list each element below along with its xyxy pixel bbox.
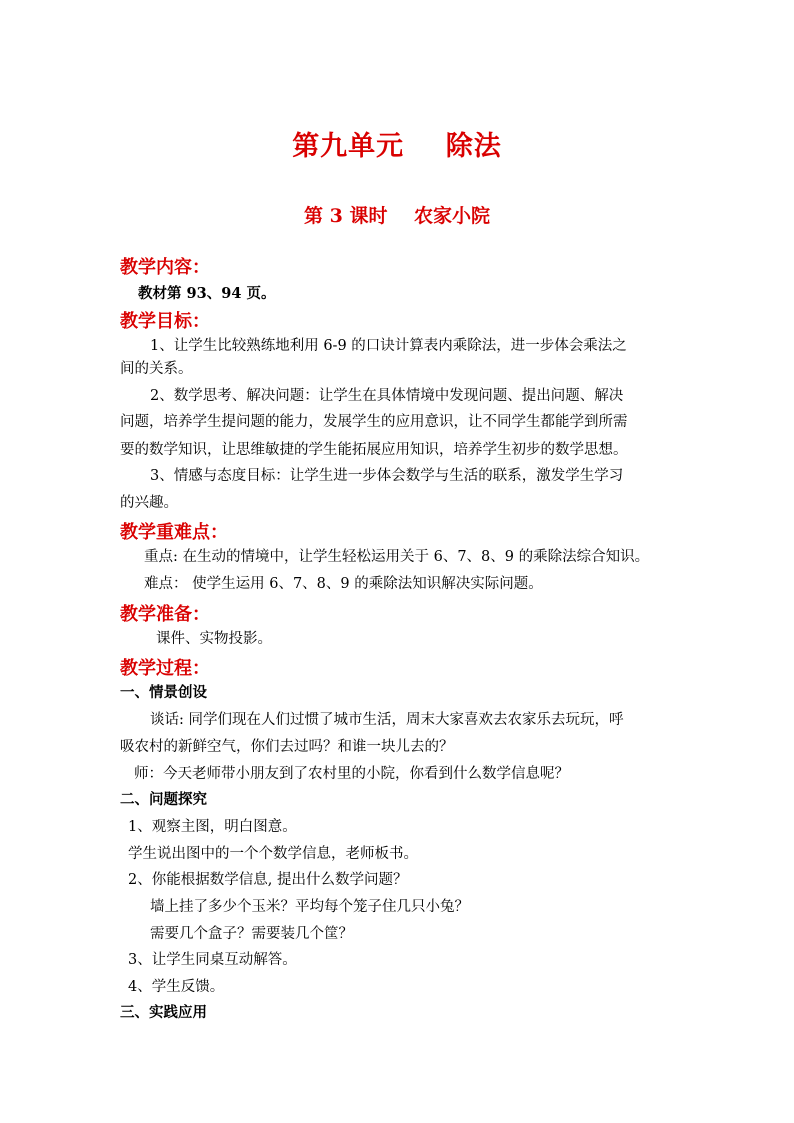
heading-teaching-process: 教学过程：	[120, 658, 210, 679]
heading-preparation: 教学准备：	[120, 604, 210, 625]
goal-line: 3、情感与态度目标：让学生进一步体会数学与生活的联系，激发学生学习	[150, 468, 624, 484]
heading-key-points: 教学重难点：	[120, 522, 228, 543]
lesson-title: 第 3 课时 农家小院	[304, 205, 490, 227]
heading-teaching-goals: 教学目标：	[120, 311, 210, 332]
goal-line: 间的关系。	[120, 361, 193, 377]
process-line: 吸农村的新鲜空气，你们去过吗？和谁一块儿去的？	[120, 739, 454, 755]
key-point-line: 难点： 使学生运用 6、7、8、9 的乘除法知识解决实际问题。	[144, 576, 543, 592]
process-line: 墙上挂了多少个玉米？平均每个笼子住几只小兔？	[150, 899, 469, 915]
goal-line: 1、让学生比较熟练地利用 6-9 的口诀计算表内乘除法，进一步体会乘法之	[150, 338, 627, 354]
process-line: 谈话: 同学们现在人们过惯了城市生活，周末大家喜欢去农家乐去玩玩，呼	[150, 712, 624, 728]
content-line: 教材第 93、94 页。	[138, 285, 276, 302]
process-line: 师：今天老师带小朋友到了农村里的小院，你看到什么数学信息呢？	[134, 766, 569, 782]
unit-title: 第九单元 除法	[292, 131, 502, 162]
subheading-practice: 三、实践应用	[120, 1004, 207, 1021]
process-line: 学生说出图中的一个个数学信息，老师板书。	[128, 846, 418, 862]
process-line: 2、你能根据数学信息, 提出什么数学问题？	[128, 872, 408, 888]
goal-line: 的兴趣。	[120, 495, 178, 511]
heading-teaching-content: 教学内容：	[120, 257, 210, 278]
process-line: 1、观察主图，明白图意。	[128, 819, 297, 835]
process-line: 3、让学生同桌互动解答。	[128, 952, 297, 968]
subheading-explore: 二、问题探究	[120, 791, 207, 808]
goal-line: 2、数学思考、解决问题：让学生在具体情境中发现问题、提出问题、解决	[150, 388, 624, 404]
prep-line: 课件、实物投影。	[156, 631, 272, 647]
goal-line: 要的数学知识，让思维敏捷的学生能拓展应用知识，培养学生初步的数学思想。	[120, 442, 628, 458]
subheading-scene: 一、情景创设	[120, 684, 207, 701]
process-line: 需要几个盒子？需要装几个筐？	[150, 926, 353, 942]
goal-line: 问题，培养学生提问题的能力，发展学生的应用意识，让不同学生都能学到所需	[120, 414, 628, 430]
key-point-line: 重点: 在生动的情境中，让学生轻松运用关于 6、7、8、9 的乘除法综合知识。	[144, 549, 650, 565]
process-line: 4、学生反馈。	[128, 979, 225, 995]
